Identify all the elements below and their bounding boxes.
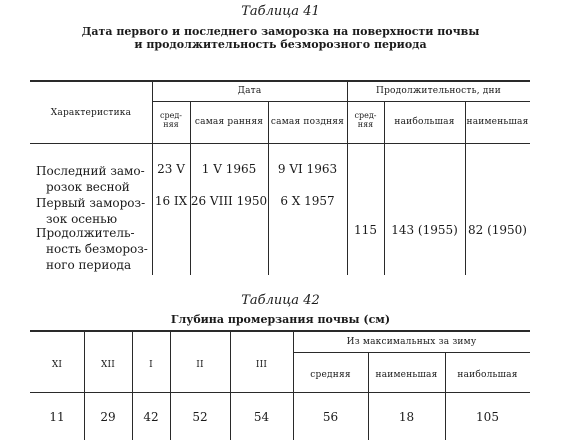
header-largest: наибольшая: [394, 117, 455, 127]
header-m11: XI: [51, 360, 63, 370]
table41-vrule: [268, 102, 269, 275]
header-characteristic: Характеристика: [50, 108, 132, 118]
row-label-last-frost: Последний замо- розок весной: [36, 164, 145, 194]
table41-vrule: [384, 102, 385, 275]
value-min: 18: [398, 410, 415, 424]
table41-top-rule: [30, 80, 530, 82]
row3-smallest: 82 (1950): [468, 223, 527, 237]
row-label-first-frost: Первый замороз- зок осенью: [36, 196, 146, 226]
value-m12: 29: [100, 410, 116, 424]
value-avg: 56: [322, 410, 339, 424]
table41-header-rule: [30, 143, 530, 144]
row1-latest: 9 VI 1963: [277, 162, 338, 176]
header-smallest: наименьшая: [466, 117, 529, 127]
table42-caption: Таблица 42: [241, 293, 320, 308]
header-duration-avg: сред- няя: [354, 111, 377, 129]
value-max: 105: [476, 410, 499, 424]
table41-title-line2: и продолжительность безморозного периода: [134, 38, 427, 51]
header-date-avg: сред- няя: [160, 111, 182, 129]
row1-earliest: 1 V 1965: [201, 162, 257, 176]
value-m1: 42: [143, 410, 159, 424]
table42-title: Глубина промерзания почвы (см): [170, 313, 391, 326]
header-max-group: Из максимальных за зиму: [346, 337, 477, 347]
row2-avg: 16 IX: [154, 194, 188, 208]
header-earliest: самая ранняя: [194, 117, 264, 127]
row3-avg-duration: 115: [354, 223, 377, 237]
table41-vrule: [190, 102, 191, 275]
header-max: наибольшая: [457, 370, 518, 380]
table42-vrule: [445, 353, 446, 440]
table42-vrule: [368, 353, 369, 440]
table41-title-line1: Дата первого и последнего заморозка на поверхности почвы: [81, 25, 480, 38]
row2-latest: 6 X 1957: [280, 194, 335, 208]
table42-top-rule: [30, 330, 530, 332]
header-duration: Продолжительность, дни: [376, 86, 501, 96]
row-label-frostfree-period: Продолжитель- ность безмороз- ного периода: [36, 226, 148, 272]
value-m11: 11: [49, 410, 65, 424]
table42-header-rule: [30, 392, 530, 393]
header-avg: средняя: [310, 370, 351, 380]
table42-group-rule: [293, 352, 530, 353]
header-m1: I: [149, 360, 153, 370]
table41-caption: Таблица 41: [241, 4, 320, 19]
row2-earliest: 26 VIII 1950: [190, 194, 268, 208]
table41-group-rule: [152, 101, 530, 102]
value-m3: 54: [253, 410, 270, 424]
header-date: Дата: [237, 86, 262, 96]
header-m2: II: [196, 360, 204, 370]
header-latest: самая поздняя: [270, 117, 345, 127]
header-m3: III: [255, 360, 268, 370]
row3-largest: 143 (1955): [391, 223, 458, 237]
header-min: наименьшая: [375, 370, 438, 380]
header-m12: XII: [100, 360, 116, 370]
table41-vrule: [465, 102, 466, 275]
value-m2: 52: [192, 410, 208, 424]
row1-avg: 23 V: [157, 162, 185, 176]
